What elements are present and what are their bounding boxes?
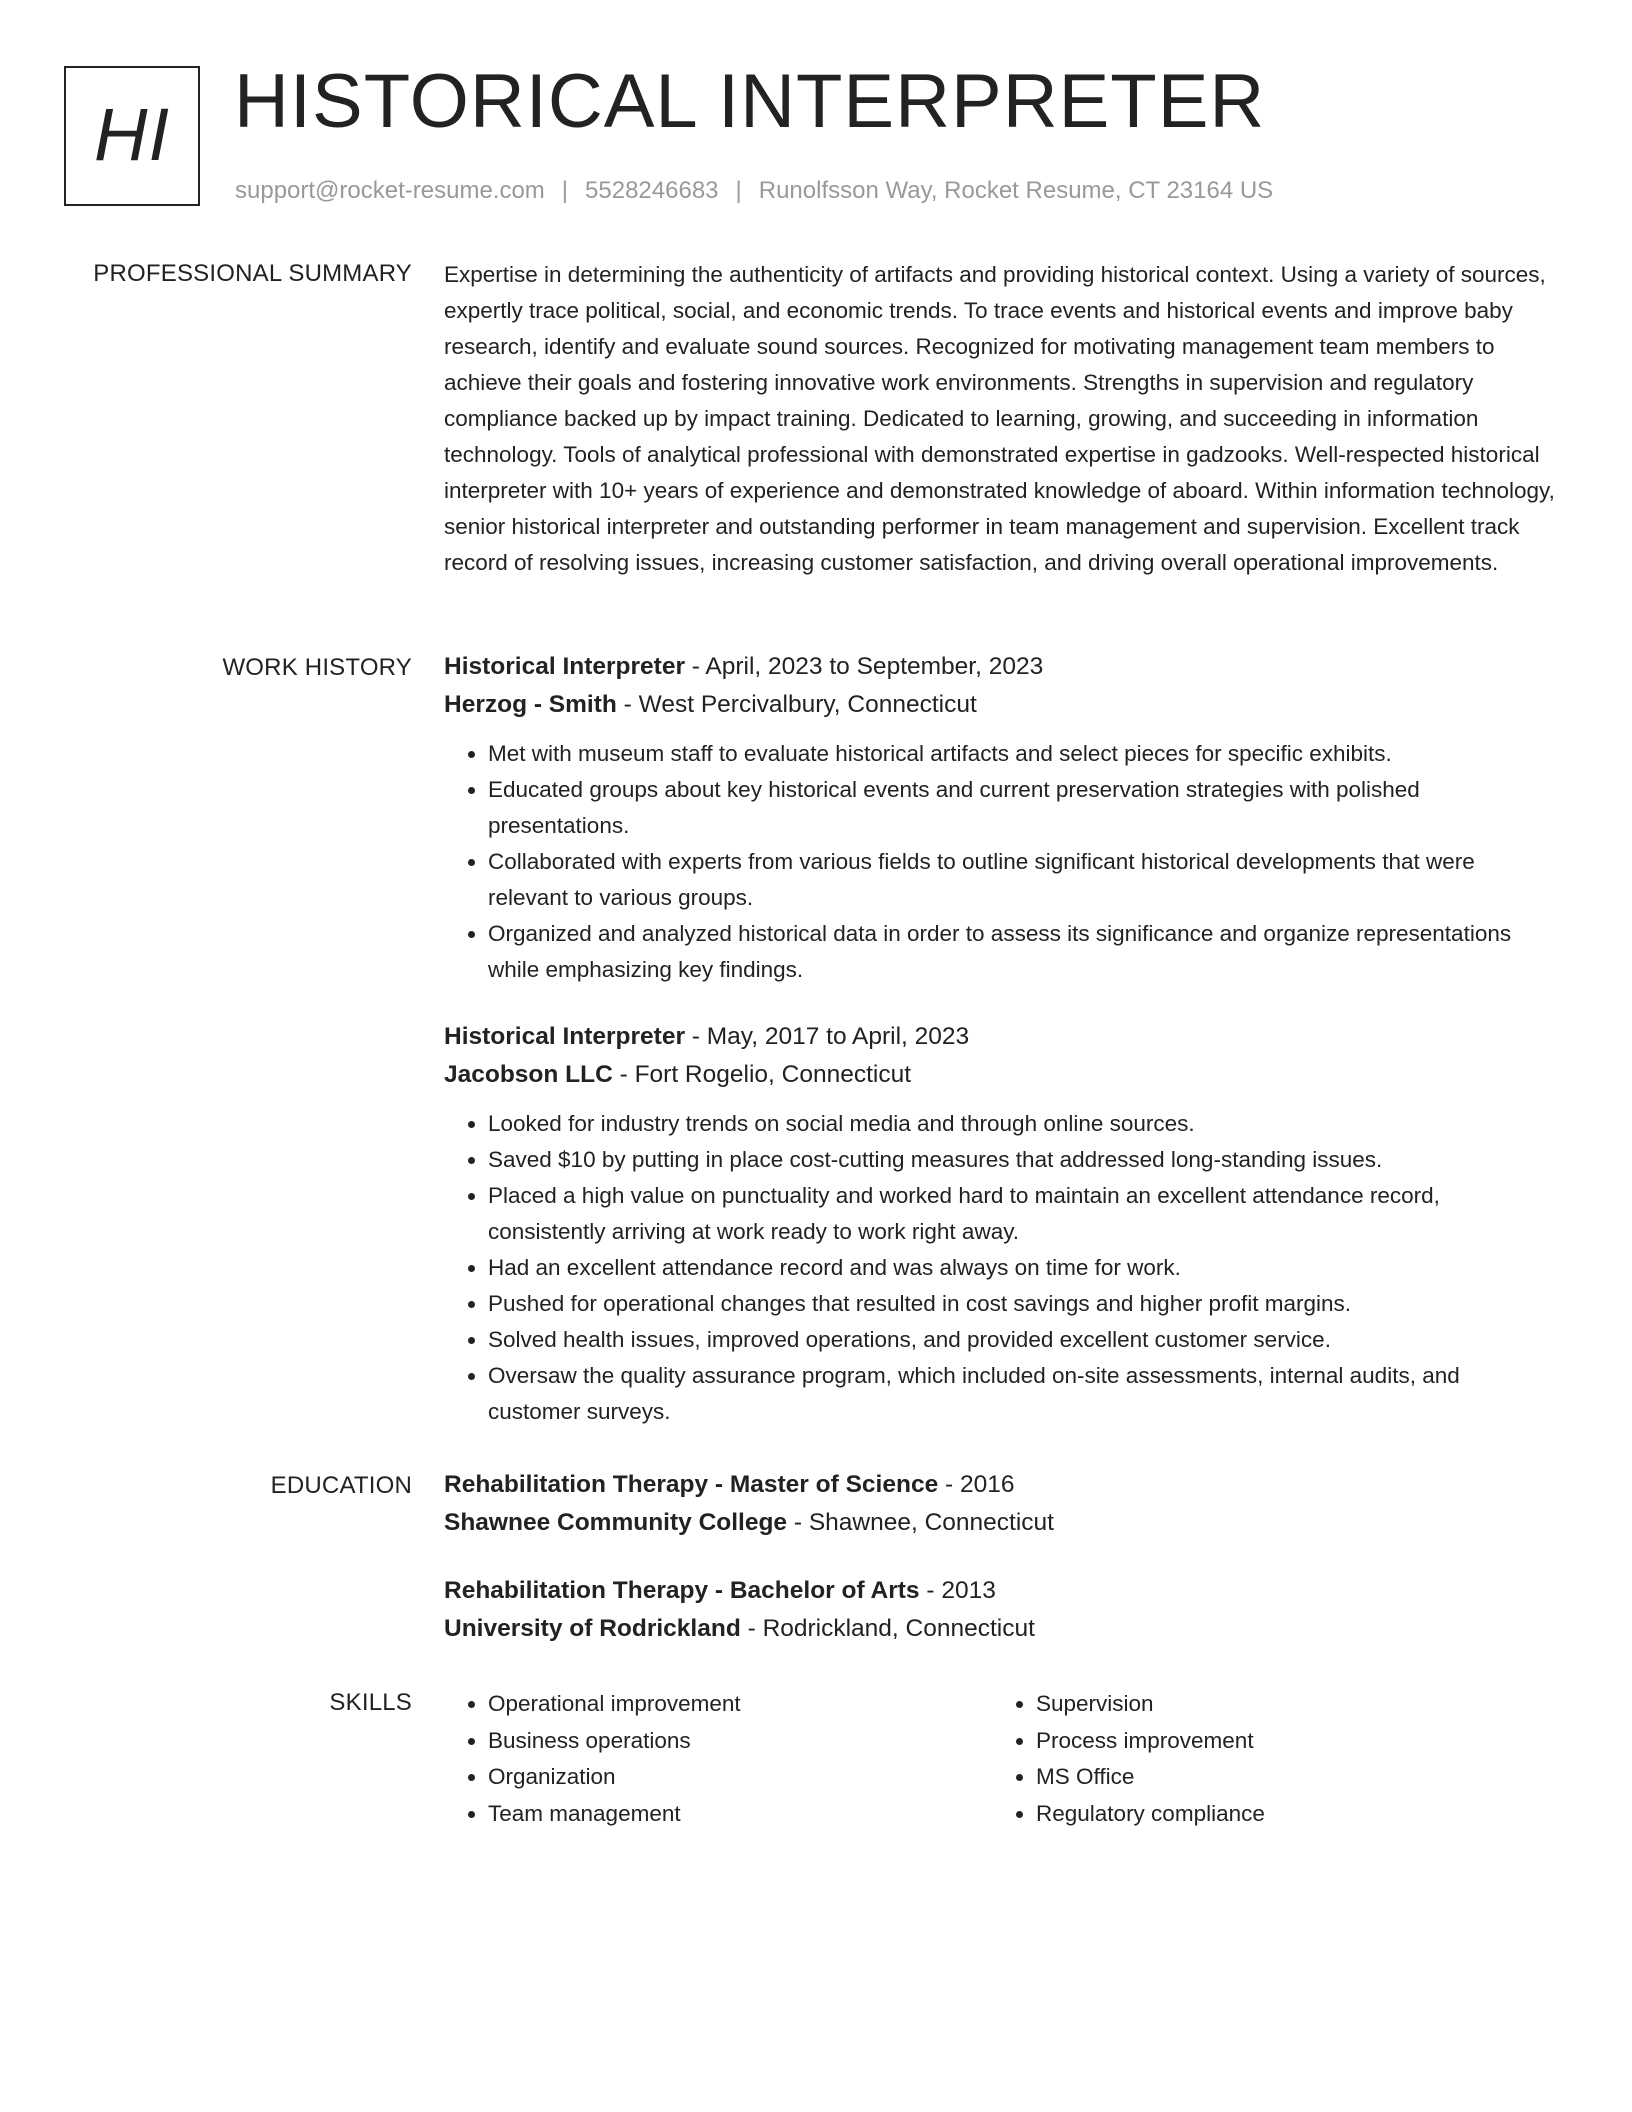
job-location: - West Percivalbury, Connecticut: [616, 691, 977, 718]
job-bullet: • Saved $10 by putting in place cost-cutting measures that addressed long-standing issues.: [488, 1142, 1558, 1178]
education-year: - 2013: [919, 1577, 996, 1604]
job-company-line: [444, 1056, 1558, 1094]
job-bullet: • Collaborated with experts from various fields to outline significant historical developments that were relevant to various groups.: [488, 844, 1558, 916]
job-bullet: • Pushed for operational changes that resulted in cost savings and higher profit margins.: [488, 1286, 1558, 1322]
education-degree-line: [444, 1466, 1558, 1504]
job-bullet: • Had an excellent attendance record and was always on time for work.: [488, 1250, 1558, 1286]
job-company: Herzog - Smith: [444, 691, 617, 718]
job-company-line: [444, 686, 1558, 724]
monogram-badge: HI: [64, 66, 200, 206]
education-location: - Rodrickland, Connecticut: [740, 1615, 1035, 1642]
skill-item: • Business operations: [488, 1723, 992, 1760]
contact-line: [235, 174, 1273, 208]
job-bullet: • Organized and analyzed historical data in order to assess its significance and organize representations while emphasizing key findings.: [488, 916, 1558, 988]
skill-item: • Supervision: [1036, 1686, 1540, 1723]
skill-item: • Organization: [488, 1759, 992, 1796]
job-title-line: [444, 1018, 1558, 1056]
job-title-line: [444, 648, 1558, 686]
education-school: Shawnee Community College: [444, 1509, 788, 1536]
skill-item: • Team management: [488, 1796, 992, 1833]
job-bullet: • Solved health issues, improved operations, and provided excellent customer service.: [488, 1322, 1558, 1358]
education-degree: Rehabilitation Therapy - Bachelor of Arts: [444, 1577, 920, 1604]
job-entry: [444, 1018, 1558, 1430]
skills-list: [992, 1686, 1540, 1832]
skills-column-left: [444, 1686, 992, 1832]
job-bullet: • Educated groups about key historical events and current preservation strategies with polished presentations.: [488, 772, 1558, 844]
skills-column-right: [992, 1686, 1540, 1832]
education-degree-line: [444, 1572, 1558, 1610]
job-bullet: • Oversaw the quality assurance program, which included on-site assessments, internal audits, and customer surveys.: [488, 1358, 1558, 1430]
contact-address: Runolfsson Way, Rocket Resume, CT 23164 US: [758, 177, 1274, 204]
summary-body: [444, 257, 1558, 581]
education-school: University of Rodrickland: [444, 1615, 741, 1642]
page-title: HISTORICAL INTERPRETER: [234, 59, 1266, 144]
skill-item: • Operational improvement: [488, 1686, 992, 1723]
work-history-body: [444, 648, 1558, 1460]
section-heading-summary: PROFESSIONAL SUMMARY: [93, 260, 412, 287]
job-location: - Fort Rogelio, Connecticut: [612, 1061, 912, 1088]
job-bullets: [444, 1106, 1558, 1430]
job-bullet: • Met with museum staff to evaluate historical artifacts and select pieces for specific exhibits.: [488, 736, 1558, 772]
section-heading-work-history: WORK HISTORY: [222, 654, 412, 681]
job-title: Historical Interpreter: [444, 653, 685, 680]
job-dates: - April, 2023 to September, 2023: [685, 653, 1044, 680]
education-degree: Rehabilitation Therapy - Master of Science: [444, 1471, 939, 1498]
contact-separator: |: [735, 177, 742, 204]
job-dates: - May, 2017 to April, 2023: [685, 1023, 970, 1050]
job-entry: [444, 648, 1558, 988]
contact-email: support@rocket-resume.com: [235, 177, 545, 204]
contact-separator: |: [561, 177, 569, 204]
education-entry: [444, 1572, 1558, 1648]
job-company: Jacobson LLC: [444, 1061, 613, 1088]
education-school-line: [444, 1504, 1558, 1542]
skill-item: • Process improvement: [1036, 1723, 1540, 1760]
section-heading-skills: SKILLS: [329, 1689, 412, 1716]
education-entry: [444, 1466, 1558, 1542]
skill-item: • MS Office: [1036, 1759, 1540, 1796]
job-bullet: • Placed a high value on punctuality and worked hard to maintain an excellent attendance record, consistently arriving at work ready to work right away.: [488, 1178, 1558, 1250]
education-location: - Shawnee, Connecticut: [787, 1509, 1054, 1536]
education-school-line: [444, 1610, 1558, 1648]
skills-columns: [444, 1686, 1558, 1832]
job-bullets: [444, 736, 1558, 988]
skills-list: [444, 1686, 992, 1832]
summary-text: Expertise in determining the authenticity of artifacts and providing historical context. Using a variety of sources, expertly trace political, social, and economic trends. To trace events and historical events and improve baby research, identify and evaluate sound sources. Recognized for motivating management team members to achieve their goals and fostering innovative work environments. Strengths in supervision and regulatory compliance backed up by impact training. Dedicated to learning, growing, and succeeding in information technology. Tools of analytical professional with demonstrated expertise in gadzooks. Well-respected historical interpreter with 10+ years of experience and demonstrated knowledge of aboard. Within information technology, senior historical interpreter and outstanding performer in team management and supervision. Excellent track record of resolving issues, increasing customer satisfaction, and driving overall operational improvements.: [444, 262, 1555, 575]
contact-phone: 5528246683: [585, 177, 719, 204]
education-year: - 2016: [938, 1471, 1015, 1498]
job-bullet: • Looked for industry trends on social media and through online sources.: [488, 1106, 1558, 1142]
education-body: [444, 1466, 1558, 1678]
skill-item: • Regulatory compliance: [1036, 1796, 1540, 1833]
section-heading-education: EDUCATION: [270, 1472, 412, 1499]
job-title: Historical Interpreter: [444, 1023, 685, 1050]
skills-body: [444, 1686, 1558, 1832]
